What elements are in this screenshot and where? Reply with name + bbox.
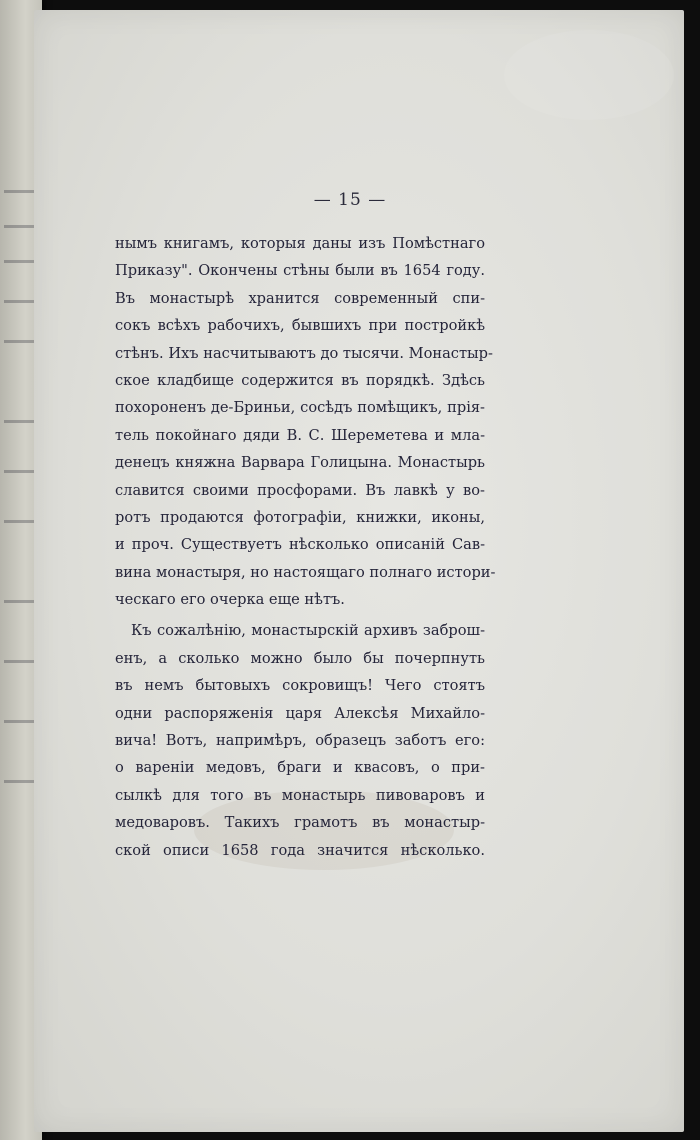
page-number: — 15 — [313,190,387,210]
text-line: ротъ продаются фотографіи, книжки, иконы, [115,508,485,526]
facing-page-text-fragment [4,420,36,423]
text-line: вича! Вотъ, напримѣръ, образецъ заботъ его: [115,732,485,750]
text-line: стѣнъ. Ихъ насчитываютъ до тысячи. Монастыр- [115,344,493,362]
facing-page-text-fragment [4,225,36,228]
facing-page-text-fragment [4,470,36,473]
text-line: и проч. Существуетъ нѣсколько описаній Сав- [115,536,485,554]
facing-page-text-fragment [4,720,36,723]
facing-page-text-fragment [4,340,36,343]
paragraph-1 [115,230,496,613]
text-line: Къ сожалѣнію, монастырскій архивъ заброш- [131,622,485,640]
facing-page-text-fragment [4,780,36,783]
text-line: сылкѣ для того въ монастырь пивоваровъ и [115,786,485,804]
facing-page-text-fragment [4,600,36,603]
text-line: одни распоряженія царя Алексѣя Михайло- [115,704,485,722]
text-line: ское кладбище содержится въ порядкѣ. Здѣсь [115,371,485,389]
text-line: Приказу". Окончены стѣны были въ 1654 году. [115,262,485,280]
text-line: о вареніи медовъ, браги и квасовъ, о при- [115,759,485,777]
text-line: славится своими просфорами. Въ лавкѣ у во- [115,481,485,499]
facing-page-text-fragment [4,520,36,523]
text-line: нымъ книгамъ, которыя даны изъ Помѣстнаго [115,235,485,252]
text-line: вина монастыря, но настоящаго полнаго истори- [115,563,496,581]
facing-page-text-fragment [4,660,36,663]
text-line: тель покойнаго дяди В. С. Шереметева и мла- [115,426,485,444]
text-line: медоваровъ. Такихъ грамотъ въ монастыр- [115,814,485,832]
facing-page-text-fragment [4,300,36,303]
text-line: ческаго его очерка еще нѣтъ. [115,591,345,609]
paper-highlight [504,30,674,120]
body-text [115,230,496,864]
text-line: похороненъ де-Бриньи, сосѣдъ помѣщикъ, прія- [115,399,485,417]
text-line: въ немъ бытовыхъ сокровищъ! Чего стоятъ [115,677,485,695]
text-line: Въ монастырѣ хранится современный спи- [115,289,485,307]
paragraph-2 [115,617,485,864]
text-line: ской описи 1658 года значится нѣсколько. [115,841,485,859]
text-line: сокъ всѣхъ рабочихъ, бывшихъ при постройкѣ [115,317,485,335]
text-line: денецъ княжна Варвара Голицына. Монастырь [115,454,485,472]
facing-page-text-fragment [4,260,36,263]
text-line: енъ, а сколько можно было бы почерпнуть [115,649,485,667]
